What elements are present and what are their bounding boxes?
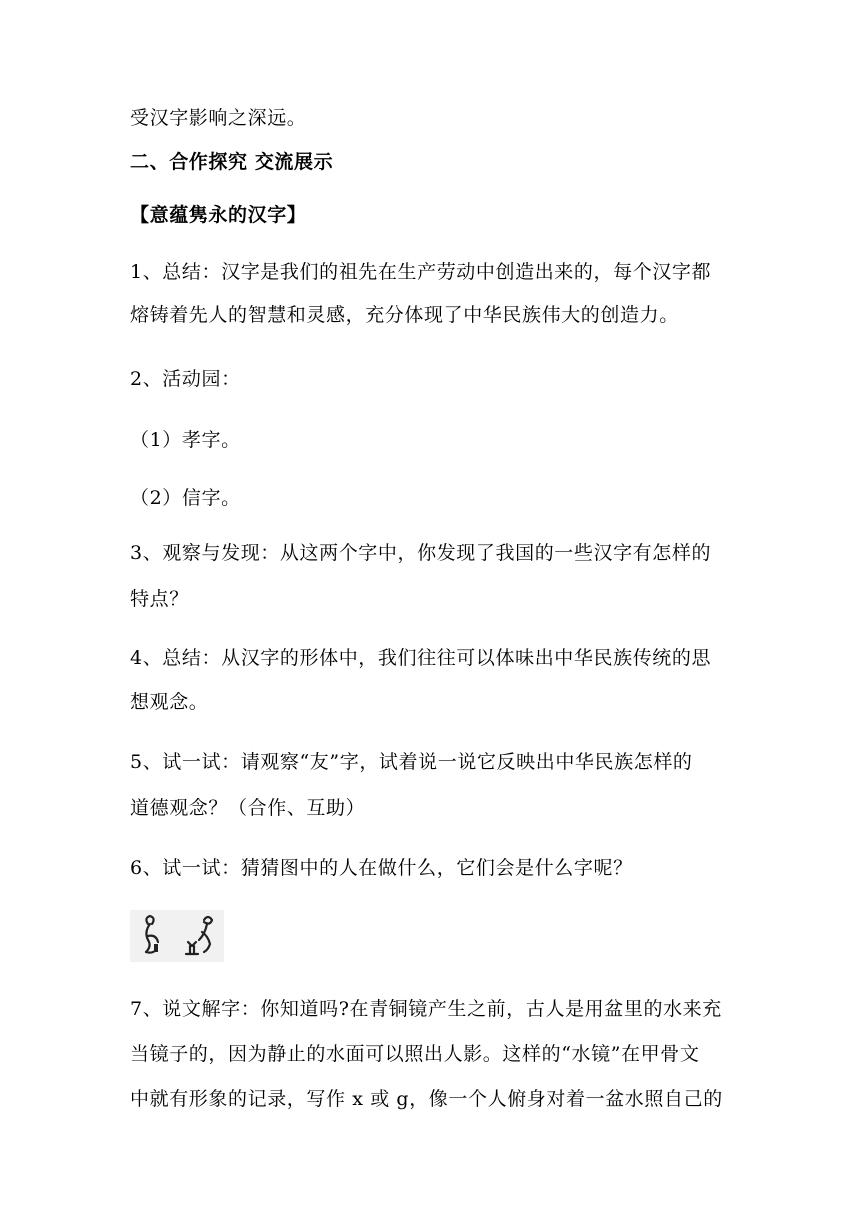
item-1-line-2: 熔铸着先人的智慧和灵感，充分体现了中华民族伟大的创造力。 [130,304,679,326]
item-5-line-2: 道德观念？（合作、互助） [130,797,366,819]
item-2-sub-2: （2）信字。 [130,487,241,509]
oracle-bone-glyphs-icon [130,910,224,962]
item-6-line: 6、试一试：猜猜图中的人在做什么，它们会是什么字呢？ [130,857,633,879]
item-3-line-2: 特点？ [130,588,189,610]
item-7-line-2: 当镜子的，因为静止的水面可以照出人影。这样的“水镜”在甲骨文 [130,1043,700,1065]
item-2-sub-1: （1）孝字。 [130,429,241,451]
item-2-line: 2、活动园： [130,368,241,390]
item-1-line-1: 1、总结：汉字是我们的祖先在生产劳动中创造出来的，每个汉字都 [130,261,712,283]
section-heading: 二、合作探究 交流展示 [130,151,334,173]
text-line-intro-end: 受汉字影响之深远。 [130,107,307,129]
item-4-line-1: 4、总结：从汉字的形体中，我们往往可以体味出中华民族传统的思 [130,647,712,669]
item-4-line-2: 想观念。 [130,691,209,713]
item-5-line-1: 5、试一试：请观察“友”字，试着说一说它反映出中华民族怎样的 [130,751,693,773]
item-7-line-3: 中就有形象的记录，写作 x 或 g，像一个人俯身对着一盆水照自己的 [130,1088,723,1110]
item-3-line-1: 3、观察与发现：从这两个字中，你发现了我国的一些汉字有怎样的 [130,542,712,564]
item-7-line-1: 7、说文解字：你知道吗?在青铜镜产生之前，古人是用盆里的水来充 [130,998,722,1020]
subsection-heading: 【意蕴隽永的汉字】 [130,204,307,226]
